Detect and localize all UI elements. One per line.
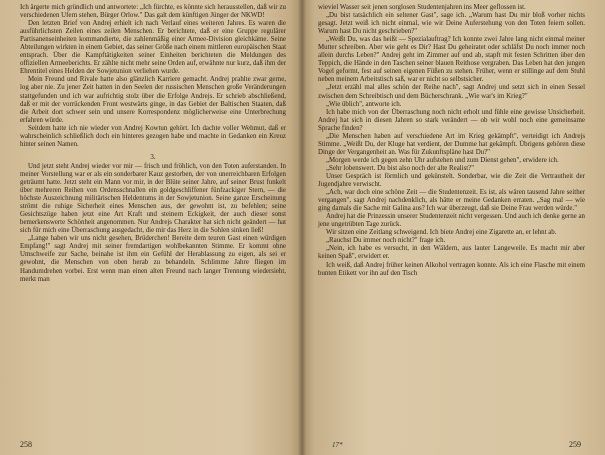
page-number-right: 259 — [569, 439, 581, 449]
right-paragraph: Ich weiß, daß Andrej früher keinen Alkohol vertragen konnte. Als ich eine Flasche mit einem bunten Etikett vor ihn auf den Tisch — [318, 261, 585, 277]
right-paragraph: „Wie üblich", antworte ich. — [326, 100, 402, 108]
right-paragraph: „Weißt Du, was das heißt — Spezialauftrag? Ich konnte zwei Jahre lang nicht einmal meiner Mutter schreiben. Aber wie geht es Dir? Hast Du geheiratet oder schläfst Du noch immer noch allein durchs Leben?" Andrej geht im Zimmer auf und ab, stapft mit festen Schritten über den Teppich, die Hände in den Taschen seiner blauen Reithose vergraben. Das Leben hat den jungen Vogel geformt, fest auf seinen eigenen Füßen zu stehen. Früher, wenn er stillinge auf dem Stuhl neben meinem Arbeitstisch saß, war er nicht so selbstsicher. — [318, 36, 585, 84]
right-paragraph: Andrej hat die Prinzessin unserer Studentenzeit nicht vergessen. Und auch ich denke gerne an jene ungetrübten Tage zurück. — [318, 213, 585, 229]
chapter-number: 3. — [150, 152, 156, 161]
left-paragraph: Mein Freund und Rivale hatte also glänzlich Karriere gemacht. Andrej prahlte zwar gerne, log aber nie. Zu jener Zeit hatten in den Seelen der russischen Menschen große Veränderungen stattgefunden und ich war aufrichtig stolz über die Erfolge Andrejs. Er schrieb abschließend, daß er mit der vorrückenden Front westwärts ginge, in das Gebiet der Baltischen Staaten, daß die Arbeit dort schwer sein und unsere Korrespondenz möglicherweise eine Unterbrechung erfahren würde. — [20, 76, 286, 124]
right-paragraph: „Jetzt erzähl mal alles schön der Reihe nach", sagt Andrej und setzt sich in einen Sessel zwischen dem Schreibtisch und dem Bücherschrank. „Wie war's im Krieg?" — [318, 84, 585, 100]
page-number-left: 258 — [20, 439, 32, 449]
right-paragraph: „Du bist tatsächlich ein seltener Gast", sage ich. „Warum hast Du mir bloß vorher nichts gesagt. Jetzt weiß ich nicht einmal, wie wir Deine Auferstehung von den Toten feiern sollen. Warum hast Du nicht geschrieben?" — [318, 12, 585, 36]
right-paragraph: Ich habe mich von der Überraschung noch nicht erholt und fühle eine gewisse Unsicherheit. Andrej hat sich in diesen Jahren so stark verändert — ob wir wohl noch eine gemeinsame Sprache finden? — [318, 108, 585, 132]
right-paragraph: „Sehr lobenswert. Du bist also noch der alte Realist?" — [326, 164, 475, 172]
left-page — [0, 0, 302, 455]
signature-mark: 17* — [332, 440, 343, 449]
left-paragraph: Den letzten Brief von Andrej erhielt ich nach Verlauf eines weiteren Jahres. Es waren die ausführlichsten Zeilen eines zeilen Menschen. Er berichtete, daß er eine Gruppe regulärer Partisanenseinheiten kommandierte, die zahlenmäßig einer Armee-Division gleichkäme. Seine Abteilungen wirkten in einem Gebiet, das seiner Größe nach einem mittleren europäischen Staat entsprach. Über die Kampftätigkeiten seiner Einheiten berichteten die Meldungen des offiziellen Armeeberichts. Er zählte nicht mehr seine Orden auf, erwähnte nur kurz, daß ihm der Ehrentitel eines Helden der Sowjetunion verliehen wurde. — [20, 20, 286, 76]
right-paragraph: „Nein, ich habe es versucht, in den Wäldern, aus lauter Langeweile. Es macht mir aber keinen Spaß", erwidert er. — [318, 245, 585, 261]
right-paragraph: „Die Menschen haben auf verschiedene Art im Krieg gekämpft", verteidigt ich Andrejs Stimme. „Weißt Du, der Kluge hat verdient, der Dumme hat gekämpft. Übrigens gehören diese Dinge der Vergangenheit an. Was für Zukunftspläne hast Du?" — [318, 132, 585, 156]
left-paragraph: Ich ärgerte mich gründlich und antwortete: „Ich fürchte, es könnte sich herausstellen, daß wir zu verschiedenen Ufern stehen, Bürger Orlow." Das galt dem künftigen Jünger der NKWD! — [20, 4, 286, 20]
right-paragraph: „Morgen werde ich gegen zehn Uhr aufstehen und zum Dienst gehen", erwidere ich. — [326, 156, 559, 164]
right-paragraph: Unser Gespräch ist förmlich und gekünstelt. Sonderbar, wie die Zeit die Vertrautheit der Jugendjahre verwischt. — [318, 172, 585, 189]
left-paragraph: Seitdem hatte ich nie wieder von Andrej Kowtun gehört. Ich dachte voller Wehmut, daß er wahrscheinlich schließlich doch ein hinteres gezogen habe und machte in Gedanken ein Kreuz hinter seinen Namen. — [20, 124, 286, 148]
right-paragraph: Wir sitzen eine Zeitlang schweigend. Ich biete Andrej eine Zigarette an, er lehnt ab. — [326, 229, 557, 237]
book-gutter — [298, 0, 306, 455]
left-paragraph: Und jetzt steht Andrej wieder vor mir — frisch und fröhlich, von den Toten auferstanden. In meiner Vorstellung war er als ein sonderbarer Kauz gestorben, der von unerreichbaren Erfolgen geträumt hatte. Jetzt steht ein Mann vor mir, in der Blüte seiner Jahre, auf seiner Brust funkelt über mehreren Reihen von Ordensschnallen ein goldgeschliffener fünfzackiger Stern, — die höchste Auszeichnung militärischen Heldentums in der Sowjetunion. Seine ganze Erscheinung strömt die ruhige Sicherheit eines Menschen aus, der gewohnt ist, zu befehlen; seine Gesichtszüge haben jetzt eine Art Kraft und steinern Eckigkeit, der auch dieser sonst bemerkenswerte Schönheit angenommen. Nur Andrejs Charakter hat sich nicht geändert — hat sich für mich eine Überraschung ausgedacht, die mir das Herz in die Sohlen sinken ließ! — [20, 162, 286, 235]
right-paragraph: „Rauchst Du immer noch nicht?" frage ich. — [326, 237, 446, 245]
left-paragraph: „Lange haben wir uns nicht gesehen, Brüderchen! Bereite dem teuren Gast einen würdigen Empfang!" sagt Andrej mit seiner fremdartigen wohlbekannten Stimme. Er kommt ohne Umschweife zur Sache, beinahe ist ihm ein Gefühl der Herablassung zu eigen, als sei er gewohnt, die Menschen von oben herab zu behandeln. Schlimme Jahre fliegen im Handumdrehen vorbei. Erst wenn man einen alten Freund nach langer Trennung wiedersieht, merkt man — [20, 235, 286, 283]
right-paragraph: wieviel Wasser seit jenen sorglosen Studentenjahren ins Meer geflossen ist. — [318, 4, 526, 11]
right-paragraph: „Ach, war doch eine schöne Zeit — die Studentenzeit. Es ist, als wären tausend Jahre seither vergangen", sagt Andrej nachdenklich, als hätte er meine Gedanken erraten. „Sag mal — wie ging damals die Sache mit Galina aus? Ich war überzeugt, daß sie Deine Frau werden würde." — [318, 189, 585, 213]
right-page — [302, 0, 605, 455]
